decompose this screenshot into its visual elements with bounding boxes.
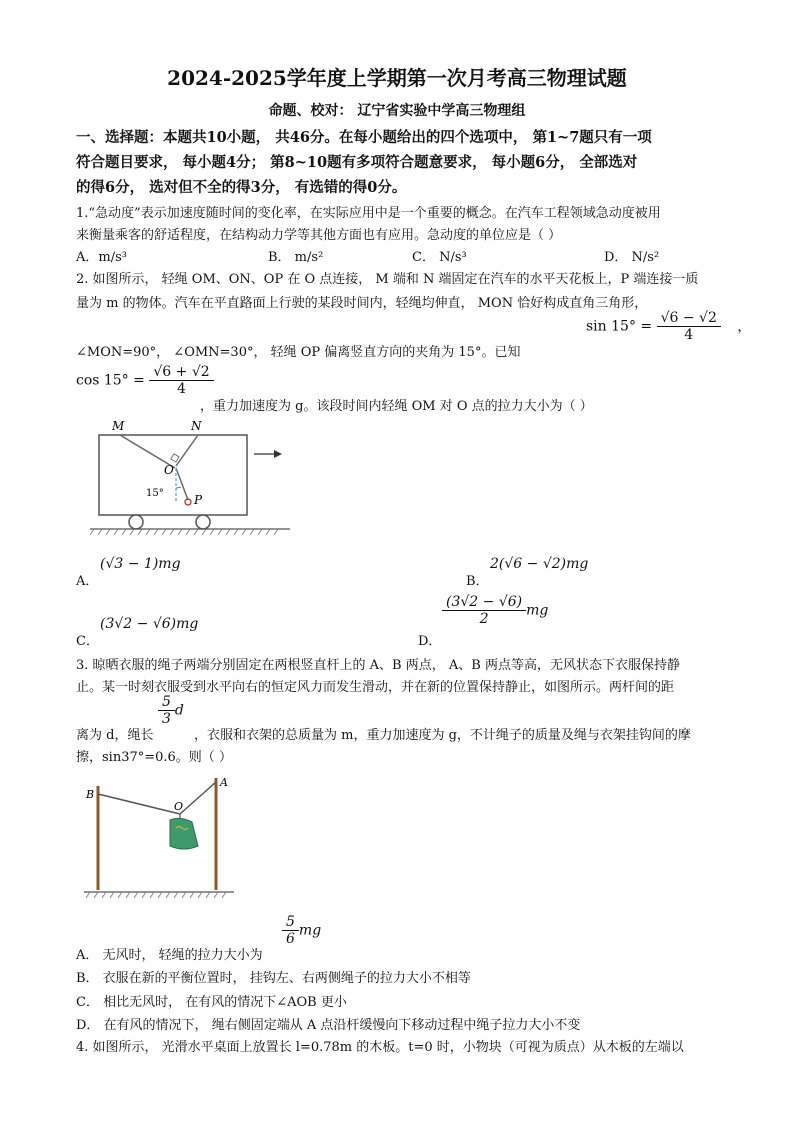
q3-line-2: 止。某一时刻衣服受到水平向右的恒定风力而发生滑动，并在新的位置保持静止，如图所示。两杆间的距 xyxy=(76,680,675,695)
q1-option-d: D． N/s² xyxy=(604,250,660,265)
clothes xyxy=(170,818,198,849)
label-angle-15: 15° xyxy=(146,488,164,499)
rope-right xyxy=(180,782,216,814)
right-angle-mark xyxy=(171,454,179,462)
q3-line-1: 3. 晾晒衣服的绳子两端分别固定在两根竖直杆上的 A、B 两点， A、B 两点等高，无风状态下衣服保持静 xyxy=(76,658,680,673)
q1-option-b: B． m/s² xyxy=(268,250,324,265)
q3-option-c: C． 相比无风时， 在有风的情况下∠AOB 更小 xyxy=(76,995,347,1010)
q2-option-b-label: B． xyxy=(466,574,489,589)
label-b: B xyxy=(86,788,95,801)
label-m: M xyxy=(112,419,125,433)
sin15-comma: ， xyxy=(737,318,752,335)
q3-option-d: D． 在有风的情况下， 绳右侧固定端从 A 点沿杆缓慢向下移动过程中绳子拉力大小不变 xyxy=(76,1018,581,1033)
q3-option-a-expr xyxy=(282,914,321,947)
q2-option-c-label: C． xyxy=(76,634,99,649)
cos15-formula xyxy=(76,364,214,397)
cos15-denominator: 4 xyxy=(177,381,186,397)
sin15-formula xyxy=(586,310,751,343)
q2-option-d-tail: mg xyxy=(526,602,549,619)
section-instruction-line-1: 一、选择题：本题共10小题， 共46分。在每小题给出的四个选项中， 第1~7题只有一项 xyxy=(76,129,652,146)
sin15-denominator: 4 xyxy=(684,327,694,343)
q2-option-a-label: A． xyxy=(76,574,99,589)
q2-option-d-denominator: 2 xyxy=(479,611,489,627)
ground-hatching xyxy=(90,529,278,535)
label-o-clothes: O xyxy=(174,800,184,813)
q3-option-b: B． 衣服在新的平衡位置时， 挂钩左、右两侧绳子的拉力大小不相等 xyxy=(76,971,471,986)
label-n: N xyxy=(191,419,202,433)
q3-line-3b: ，衣服和衣架的总质量为 m，重力加速度为 g，不计绳子的质量及绳与衣架挂钩间的摩 xyxy=(194,728,691,743)
rope-length-denominator: 3 xyxy=(162,711,171,727)
rope-op xyxy=(176,468,188,500)
exam-title: 2024-2025学年度上学期第一次月考高三物理试题 xyxy=(167,66,627,90)
wheel-left xyxy=(129,515,143,529)
q3-line-4: 擦，sin37°=0.6。则（ ） xyxy=(76,750,232,765)
q2-car-figure xyxy=(90,418,290,540)
q2-option-a: (√3 − 1)mg xyxy=(100,556,181,572)
rope-length-expr xyxy=(158,694,184,727)
q1-line-1: 1.“急动度”表示加速度随时间的变化率，在实际应用中是一个重要的概念。在汽车工程领域急动度被用 xyxy=(76,206,661,221)
q2-line-4: ，重力加速度为 g。该段时间内轻绳 OM 对 O 点的拉力大小为（ ） xyxy=(200,399,593,414)
q3-clothesline-figure xyxy=(84,772,244,914)
q1-option-c: C． N/s³ xyxy=(412,250,467,265)
label-a: A xyxy=(220,776,228,789)
q3-option-a-numerator: 5 xyxy=(282,914,299,931)
rope-on xyxy=(176,435,198,466)
section-instruction-line-3: 的得6分， 选对但不全的得3分， 有选错的得0分。 xyxy=(76,179,407,196)
q3-option-a-tail: mg xyxy=(298,922,322,939)
q2-option-d-numerator: (3√2 − √6) xyxy=(442,594,526,611)
q2-line-3: ∠MON=90°， ∠OMN=30°， 轻绳 OP 偏离竖直方向的夹角为 15°。已知 xyxy=(76,345,521,360)
q4-line-1: 4. 如图所示， 光滑水平桌面上放置长 l=0.78m 的木板。t=0 时，小物块（可视为质点）从木板的左端以 xyxy=(76,1040,684,1055)
q1-line-2: 来衡量乘客的舒适程度，在结构动力学等其他方面也有应用。急动度的单位应是（ ） xyxy=(76,228,562,243)
angle-arc xyxy=(176,487,181,488)
q2-option-c: (3√2 − √6)mg xyxy=(100,616,199,632)
q2-option-b: 2(√6 − √2)mg xyxy=(490,556,589,572)
sin15-label: sin 15° = xyxy=(586,318,653,335)
section-instruction-line-2: 符合题目要求， 每小题4分； 第8~10题有多项符合题意要求， 每小题6分， 全部选对 xyxy=(76,154,638,171)
sin15-numerator: √6 − √2 xyxy=(657,310,721,327)
q2-option-d xyxy=(442,594,548,627)
cos15-numerator: √6 + √2 xyxy=(149,364,213,381)
q3-option-a-denominator: 6 xyxy=(286,931,295,947)
ground-hatching-q3 xyxy=(86,892,226,898)
rope-length-tail: d xyxy=(174,702,184,719)
rope-left xyxy=(98,794,180,814)
wheel-right xyxy=(196,515,210,529)
q2-line-1: 2. 如图所示， 轻绳 OM、ON、OP 在 O 点连接， M 端和 N 端固定在汽车的水平天花板上，P 端连接一质 xyxy=(76,272,699,287)
label-o: O xyxy=(164,463,174,477)
motion-arrow-head xyxy=(274,450,282,458)
rope-length-numerator: 5 xyxy=(158,694,175,711)
cos15-label: cos 15° = xyxy=(76,372,145,389)
q1-option-a: A．m/s³ xyxy=(76,250,127,265)
q3-option-a-text: A． 无风时， 轻绳的拉力大小为 xyxy=(76,948,263,963)
q3-line-3a: 离为 d，绳长 xyxy=(76,728,154,743)
q2-option-d-label: D． xyxy=(418,634,442,649)
q2-line-2: 量为 m 的物体。汽车在平直路面上行驶的某段时间内，轻绳均伸直， MON 恰好构成直角三角形， xyxy=(76,296,648,311)
label-p: P xyxy=(194,493,203,507)
exam-subtitle: 命题、校对： 辽宁省实验中学高三物理组 xyxy=(268,103,526,119)
